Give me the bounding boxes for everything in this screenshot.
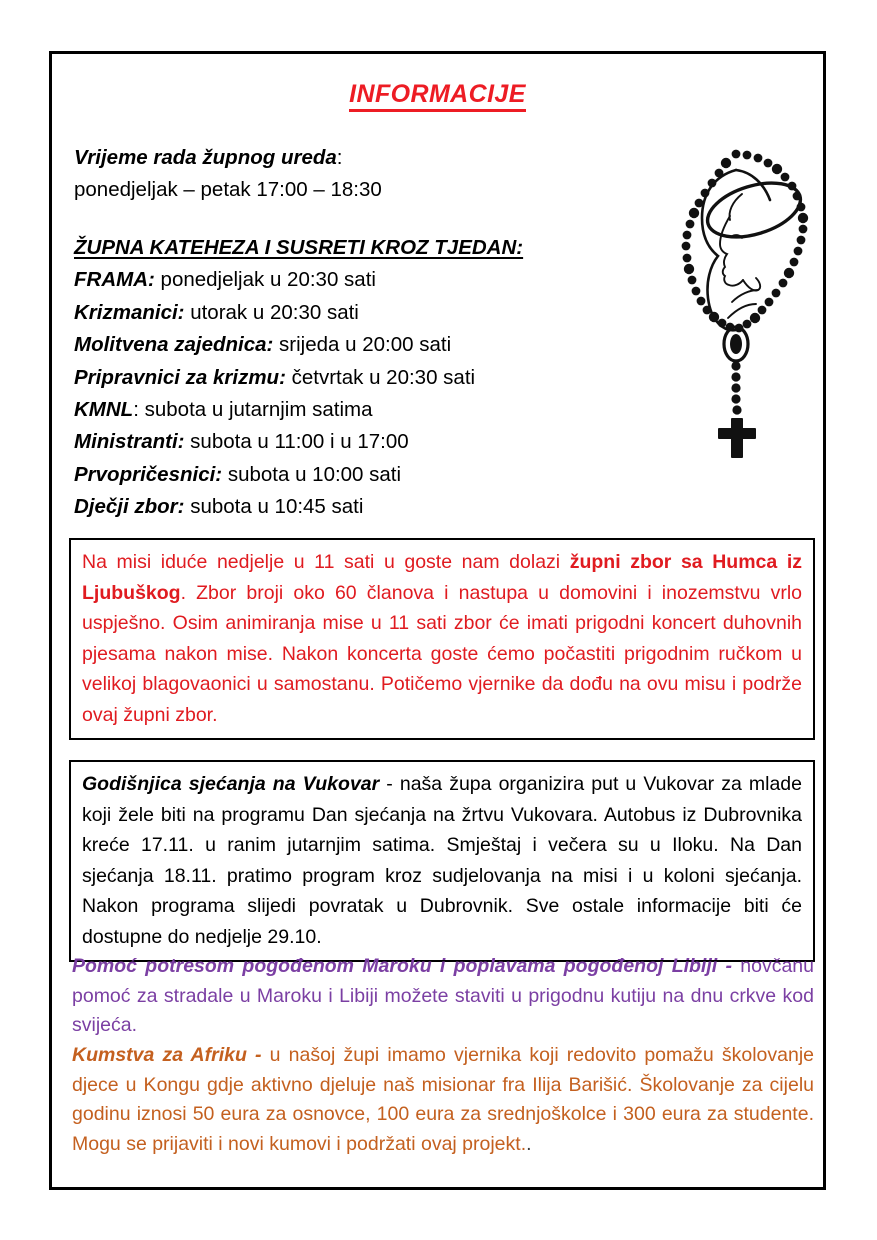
africa-sponsorship-notice <box>72 1041 814 1159</box>
page-title-text: INFORMACIJE <box>349 80 526 112</box>
schedule-group: Krizmanici: <box>74 300 185 324</box>
africa-notice-body: u našoj župi imamo vjernika koji redovito pomažu školovanje djece u Kongu gdje aktivno djeluje naš misionar fra Ilija Barišić. Školovanje za cijelu godinu iznosi 50 eura za osnovce, 100 eura za srednjoškolce i 300 eura za studente. Mogu se prijaviti i novi kumovi i podržati ovaj projekt. <box>72 1044 814 1155</box>
schedule-group: Dječji zbor: <box>74 495 185 519</box>
schedule-group: FRAMA: <box>74 268 155 292</box>
schedule-time: subota u 11:00 i u 17:00 <box>184 430 409 454</box>
choir-notice-lead: Na misi iduće nedjelje u 11 sati u goste nam dolazi <box>82 551 570 573</box>
schedule-time: subota u 10:45 sati <box>184 495 364 519</box>
morocco-libya-aid-notice <box>72 952 814 1041</box>
office-hours-label: Vrijeme rada župnog ureda <box>74 146 337 169</box>
schedule-group: Ministranti: <box>74 430 185 454</box>
africa-notice-trailing-dot: . <box>526 1132 532 1155</box>
schedule-row <box>74 297 674 329</box>
schedule-group: Pripravnici za krizmu: <box>74 365 286 389</box>
schedule-row <box>74 264 674 296</box>
schedule-row <box>74 491 674 523</box>
vukovar-notice-body: - naša župa organizira put u Vukovar za mlade koji žele biti na programu Dan sjećanja na žrtvu Vukovara. Autobus iz Dubrovnika kreće 17.11. u ranim jutarnjim satima. Smještaj i večera su u Iloku. Na Dan sjećanja 18.11. pratimo program kroz sudjelovanja na misi i u koloni sjećanja. Nakon programa slijedi povratak u Dubrovnik. Sve ostale informacije biti će dostupne do nedjelje 29.10. <box>82 773 803 948</box>
schedule-row <box>74 329 674 361</box>
schedule-row <box>74 362 674 394</box>
schedule-row <box>74 459 674 491</box>
vukovar-notice-box <box>69 760 815 962</box>
catechesis-schedule-block <box>74 232 674 524</box>
schedule-row <box>74 426 674 458</box>
schedule-time: utorak u 20:30 sati <box>184 300 359 324</box>
africa-notice-heading: Kumstva za Afriku - <box>72 1044 262 1066</box>
schedule-group: Prvopričesnici: <box>74 462 223 486</box>
choir-notice-body: . Zbor broji oko 60 članova i nastupa u domovini i inozemstvu vrlo uspješno. Osim animiranja mise u 11 sati zbor će imati prigodni koncert duhovnih pjesama nakon mise. Nakon koncerta goste ćemo počastiti prigodnim ručkom u velikoj blagovaonici u samostanu. Potičemo vjernike da dođu na ovu misu i podrže ovaj župni zbor. <box>82 581 802 726</box>
schedule-time: četvrtak u 20:30 sati <box>285 365 476 389</box>
office-hours-label-line <box>74 142 634 174</box>
schedule-time: subota u 10:00 sati <box>222 462 402 486</box>
schedule-time: srijeda u 20:00 sati <box>273 333 452 357</box>
vukovar-notice-heading: Godišnjica sjećanja na Vukovar <box>82 773 380 795</box>
schedule-row <box>74 394 674 426</box>
schedule-time: ponedjeljak u 20:30 sati <box>154 268 376 292</box>
page-frame <box>49 51 826 1190</box>
morocco-notice-heading: Pomoć potresom pogođenom Maroku i poplavama pogođenoj Libiji - <box>72 955 732 977</box>
schedule-group: Molitvena zajednica: <box>74 333 274 357</box>
choir-name-highlight: župni zbor sa Humca iz Ljubuškog <box>82 551 802 604</box>
catechesis-heading: ŽUPNA KATEHEZA I SUSRETI KROZ TJEDAN: <box>74 236 524 259</box>
page-title <box>52 80 823 109</box>
morocco-notice-body: novčanu pomoć za stradale u Maroku i Libiji možete staviti u prigodnu kutiju na dnu crkve kod svijeća. <box>72 955 814 1036</box>
office-hours-label-colon: : <box>336 146 343 169</box>
office-hours-block <box>74 142 634 206</box>
office-hours-value: ponedjeljak – petak 17:00 – 18:30 <box>74 178 382 201</box>
schedule-time: : subota u jutarnjim satima <box>133 398 373 422</box>
schedule-group: KMNL <box>74 398 134 422</box>
choir-notice-box <box>69 538 815 740</box>
